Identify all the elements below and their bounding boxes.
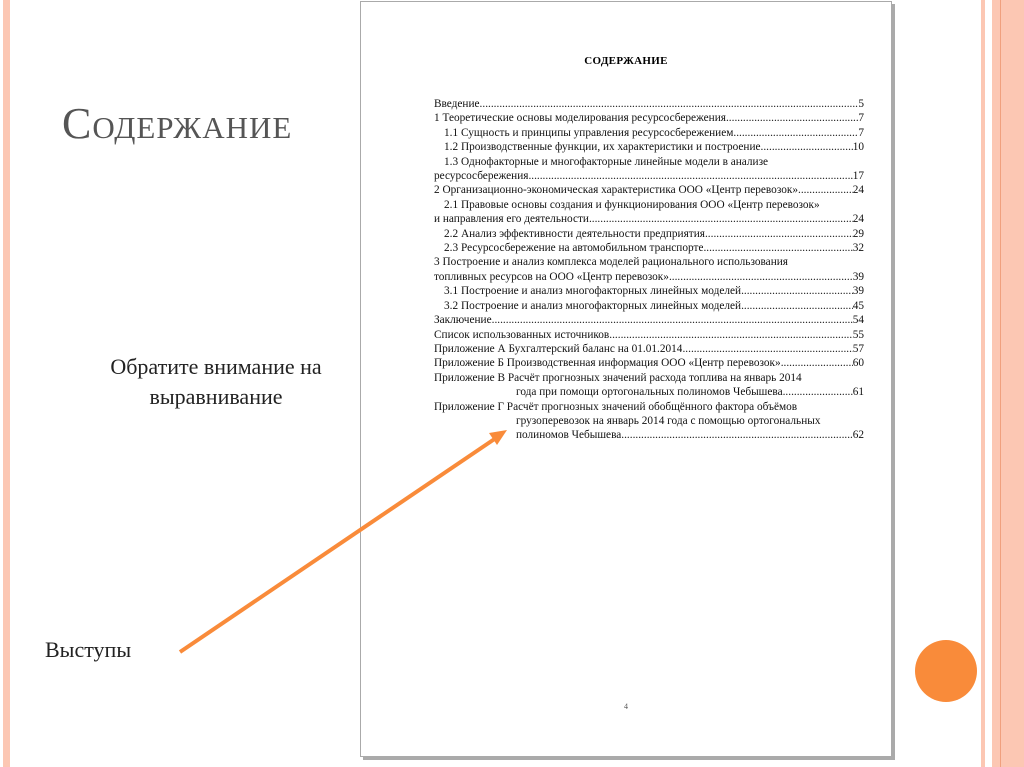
- toc-page-number: 57: [852, 342, 864, 355]
- toc-line: [434, 169, 864, 183]
- toc-leader-dots: [726, 111, 858, 125]
- toc-entry: [434, 183, 864, 197]
- toc-page-number: 39: [852, 270, 864, 283]
- toc-page-number: 61: [852, 386, 864, 399]
- toc-leader-dots: [761, 140, 853, 154]
- toc-leader-dots: [703, 241, 852, 255]
- toc-page-number: 24: [852, 184, 864, 197]
- toc-entry: [434, 342, 864, 356]
- toc-line: [434, 198, 864, 212]
- toc-entry-text: 2.1 Правовые основы создания и функционирования ООО «Центр перевозок»: [444, 198, 820, 211]
- toc-line: [434, 284, 864, 298]
- toc-entry-text: 2.2 Анализ эффективности деятельности предприятия: [444, 227, 705, 240]
- toc-line: [434, 140, 864, 154]
- toc-entry-text: полиномов Чебышева: [516, 429, 622, 442]
- right-stripe-thin: [981, 0, 985, 767]
- toc-leader-dots: [589, 212, 853, 226]
- toc-entry-text: грузоперевозок на январь 2014 года с помощью ортогональных: [516, 414, 821, 427]
- toc-entry: [434, 97, 864, 111]
- table-of-contents: [434, 97, 864, 443]
- toc-page-number: 17: [852, 170, 864, 183]
- toc-line: [434, 371, 864, 385]
- toc-page-number: 5: [858, 98, 864, 110]
- toc-page-number: 7: [858, 126, 864, 139]
- toc-entry: [434, 400, 864, 443]
- toc-line: [434, 183, 864, 197]
- toc-entry-text: 2 Организационно-экономическая характеристика ООО «Центр перевозок»: [434, 184, 798, 197]
- right-stripe-line: [1000, 0, 1001, 767]
- toc-page-number: 10: [852, 141, 864, 154]
- toc-line: [434, 97, 864, 111]
- callout-label: Выступы: [45, 637, 132, 662]
- toc-entry-text: 3.1 Построение и анализ многофакторных линейных моделей: [444, 285, 742, 298]
- toc-entry: [434, 155, 864, 184]
- toc-entry: [434, 255, 864, 284]
- right-stripe-wide: [992, 0, 1024, 767]
- toc-page-number: 45: [852, 299, 864, 312]
- toc-line: [434, 313, 864, 327]
- toc-entry-text: 1.3 Однофакторные и многофакторные линейные модели в анализе: [444, 155, 769, 168]
- toc-entry-text: Приложение В Расчёт прогнозных значений расхода топлива на январь 2014: [434, 371, 802, 384]
- toc-leader-dots: [480, 97, 859, 111]
- toc-entry: [434, 227, 864, 241]
- toc-entry: [434, 284, 864, 298]
- toc-leader-dots: [781, 356, 853, 370]
- toc-entry: [434, 371, 864, 400]
- toc-line: [434, 212, 864, 226]
- slide-note: Обратите внимание на выравнивание: [110, 354, 322, 409]
- slide-title: Содержание: [62, 99, 293, 148]
- toc-leader-dots: [621, 428, 852, 442]
- toc-leader-dots: [705, 227, 853, 241]
- toc-leader-dots: [783, 385, 853, 399]
- toc-heading: СОДЕРЖАНИЕ: [584, 55, 668, 67]
- toc-page-number: 55: [852, 328, 864, 341]
- toc-line: [434, 155, 864, 169]
- toc-leader-dots: [528, 169, 852, 183]
- toc-leader-dots: [741, 284, 853, 298]
- toc-leader-dots: [492, 313, 853, 327]
- document-page: [360, 1, 892, 757]
- toc-line: [434, 299, 864, 313]
- toc-entry-text: 1.2 Производственные функции, их характеристики и построение: [444, 141, 761, 154]
- toc-line: [434, 227, 864, 241]
- toc-entry: [434, 328, 864, 342]
- toc-entry-text: 3 Построение и анализ комплекса моделей рационального использования: [434, 256, 788, 269]
- toc-page-number: 32: [852, 242, 864, 255]
- toc-line: [434, 356, 864, 370]
- toc-line: [434, 328, 864, 342]
- toc-entry-text: года при помощи ортогональных полиномов Чебышева: [516, 386, 783, 399]
- toc-page-number: 24: [852, 213, 864, 226]
- page-number: 4: [624, 702, 628, 711]
- toc-leader-dots: [798, 183, 853, 197]
- toc-page-number: 39: [852, 285, 864, 298]
- toc-leader-dots: [741, 299, 853, 313]
- toc-entry: [434, 299, 864, 313]
- left-stripe: [3, 0, 10, 767]
- toc-entry-text: 3.2 Построение и анализ многофакторных линейных моделей: [444, 299, 742, 312]
- toc-entry: [434, 126, 864, 140]
- toc-entry-text: топливных ресурсов на ООО «Центр перевозок»: [434, 270, 669, 283]
- toc-entry-text: ресурсосбережения: [434, 170, 529, 183]
- toc-line: [434, 270, 864, 284]
- toc-entry: [434, 140, 864, 154]
- toc-page-number: 54: [852, 314, 864, 327]
- toc-leader-dots: [682, 342, 852, 356]
- toc-entry-text: Введение: [434, 98, 480, 110]
- toc-page-number: 29: [852, 227, 864, 240]
- toc-line: [434, 400, 864, 414]
- toc-line: [434, 241, 864, 255]
- toc-page-number: 60: [852, 357, 864, 370]
- toc-entry-text: Приложение Б Производственная информация ООО «Центр перевозок»: [434, 357, 781, 370]
- toc-line: [434, 428, 864, 442]
- toc-entry: [434, 198, 864, 227]
- toc-entry: [434, 241, 864, 255]
- toc-entry: [434, 313, 864, 327]
- toc-entry-text: Список использованных источников: [434, 328, 610, 341]
- toc-entry-text: Заключение: [434, 314, 492, 327]
- toc-line: [434, 111, 864, 125]
- toc-line: [434, 385, 864, 399]
- toc-entry-text: 1 Теоретические основы моделирования ресурсосбережения: [434, 112, 726, 125]
- toc-entry-text: 1.1 Сущность и принципы управления ресурсосбережением: [444, 126, 734, 139]
- accent-circle: [915, 640, 977, 702]
- toc-entry-text: Приложение А Бухгалтерский баланс на 01.01.2014: [434, 342, 683, 355]
- toc-leader-dots: [609, 328, 852, 342]
- toc-entry: [434, 356, 864, 370]
- toc-page-number: 7: [858, 112, 864, 125]
- toc-line: [434, 342, 864, 356]
- toc-page-number: 62: [852, 429, 864, 442]
- toc-leader-dots: [669, 270, 853, 284]
- toc-line: [434, 126, 864, 140]
- toc-entry: [434, 111, 864, 125]
- toc-leader-dots: [733, 126, 858, 140]
- toc-entry-text: 2.3 Ресурсосбережение на автомобильном транспорте: [444, 242, 704, 255]
- toc-entry-text: и направления его деятельности: [434, 213, 589, 226]
- toc-entry-text: Приложение Г Расчёт прогнозных значений обобщённого фактора объёмов: [434, 400, 798, 413]
- toc-line: [434, 414, 864, 428]
- toc-line: [434, 255, 864, 269]
